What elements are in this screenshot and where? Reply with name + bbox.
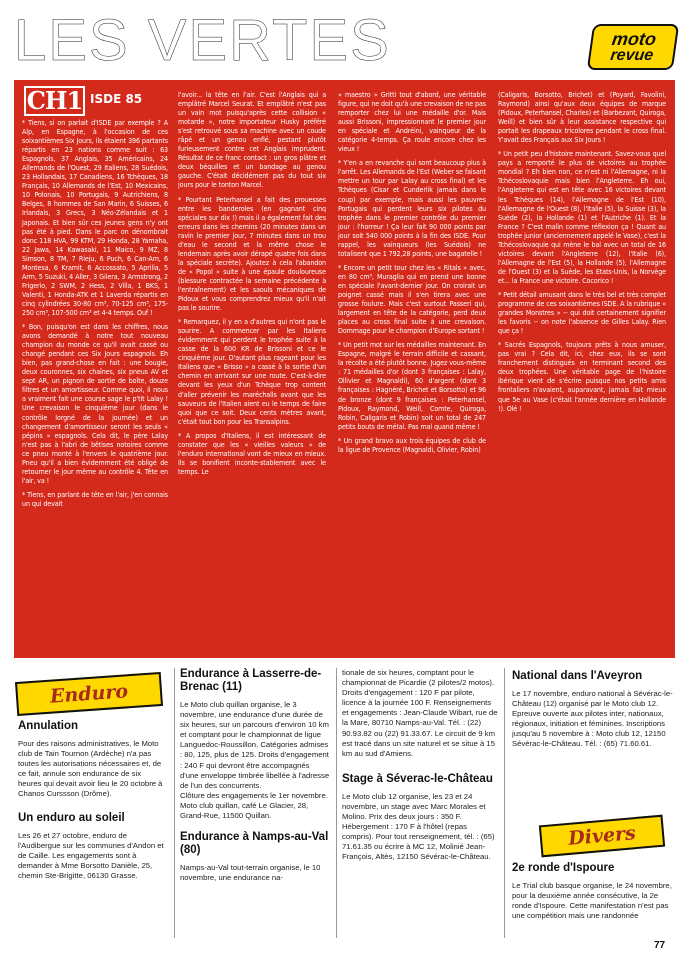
aveyron-text: Le 17 novembre, enduro national à Sévérac-le-Château (12) organisé par le Moto club 12. Epreuve ouverte aux pilotes inter, nationaux, régionaux, initiation et féminines. Inscriptions jusqu'au 5 novembre à : Moto club 12, 12150 Sévérac-le-Château. Tél. : (65) 71.60.61.: [512, 689, 673, 749]
lasserre-text: Le Moto club quillan organise, le 3 novembre, une endurance d'une durée de six heures, sur un parcours d'environ 10 km et comptant pour le championnat de ligue Languedoc-Roussillon. Catégories admises : 80, 125, plus de 125. Droits d'engagement : 240 F qui devront être accompagnés d'une enveloppe timbrée libellée à l'adresse de l'un des concurrents.: [180, 700, 330, 790]
namps-title: Endurance à Namps-au-Val (80): [180, 831, 329, 857]
feature-paragraph: * Tiens, si on parlait d'ISDE par exemple ? A Alp, en Espagne, à l'occasion de ces soixantièmes Six Jours, ils étaient 396 partants répartis en 23 nations comme suit : 63 Espagnols, 37 Anglais, 35 Américains, 24 Allemands de l'Ouest, 29 Italiens, 28 Suédois, 23 Hollandais, 17 Canadiens, 16 Tchèques, 18 Français, 10 Allemands de l'Est, 10 Mexicains, 10 Polonais, 10 Portugais, 9 Autrichiens, 8 Belges, 8 hommes de San Marin, 6 Suisses, 6 Irlandais, 3 Grecs, 3 Néo-Zélandais et 1 Japonais. Et bien sûr ces jeunes gens n'y ont pas été à pied. Dans le parc on dénombrait donc 118 HVA, 99 KTM, 29 Honda, 28 Yamaha, 22 Jawa, 14 Kawasaki, 11 Maico, 9 MZ, 8 Simson, 8 TM, 7 Rieju, 6 Puch, 6 Can-Am, 6 Montesa, 6 Kramit, 6 Accossato, 5 Aprilia, 5 Arm, 5 Suzuki, 4 Aller, 3 Gilera, 3 Armstrong, 2 Frigerio, 2 SWM, 2 Hess, 2 Villa, 1 BKS, 1 Valenti, 1 Honda-ATK et 1 Laverda répartis en cinq cylindrées 30-80 cm³, 70-125 cm³, 175-250 cm³, 107-500 cm³ et 4-4 temps. Ouf !: [22, 118, 168, 317]
enduro-column-4: [512, 670, 674, 750]
severac-text: Le Moto club 12 organise, les 23 et 24 novembre, un stage avec Marc Morales et Molino. Prix des deux jours : 350 F. Hébergement : 170 F à l'hôtel (repas compris). Pour tout renseignement, tél. : (65) 71.61.35 ou écrire à MC 12, Molinié Jean-François, Altès, 12150 Sévérac-le-Château.: [342, 791, 495, 862]
feature-column-2: [178, 90, 326, 481]
feature-paragraph: * Tiens, en parlant de tête en l'air, j'en connais un qui devait: [22, 489, 168, 508]
namps-text: Namps-au-Val tout-terrain organise, le 10 novembre, une endurance na-: [180, 863, 321, 883]
ispoure-title: 2e ronde d'Ispoure: [512, 862, 615, 874]
feature-paragraph: * Remarquez, il y en a d'autres qui n'ont pas le sourire. A commencer par les Italiens évidemment qui perdent le trophée suite à la casse de la 600 KR de Brissoni et ce le cinquième jour. D'autant plus rageant pour les Italiens que « Brisso » a cassé à la sortie d'un chemin en arrivant sur une route. C'est-à-dire devant les yeux d'un Tchèque trop content d'aller prévenir les maréchalls avant que les sauveurs de l'Italien aient eu le temps de faire quoi que ce soit. Deux cents mètres avant, c'était tout bon pour les Transalpins.: [178, 317, 326, 426]
soleil-text: Les 26 et 27 octobre, enduro de l'Audibergue sur les communes d'Andon et de Caille. Les engagements sont à demander à Mme Borsotto Danièle, 25, chemin Ste-Brigitte, 06130 Grasse.: [18, 830, 164, 880]
logo-line-1: moto: [610, 28, 658, 49]
logo-line-2: revue: [609, 46, 655, 64]
enduro-section-tag: Enduro: [15, 672, 163, 716]
feature-column-3: [338, 90, 486, 459]
feature-paragraph: * Sacrés Espagnols, toujours prêts à nous amuser, pas vrai ? Cela dit, ici, chez eux, ils se sont franchement distingués en terminant second des deux trophées. Une véritable page de l'histoire ibérique vient de s'écrire puisque nos petits amis frontaliers n'avaient, auparavant, jamais fait mieux que 5e au Vase (c'était l'année dernière en Hollande !). Olé !: [498, 340, 666, 413]
feature-heading: ISDE 85: [90, 92, 143, 106]
enduro-column-1: [18, 720, 166, 881]
feature-column-1: [22, 118, 168, 513]
severac-title: Stage à Séverac-le-Château: [342, 772, 493, 785]
enduro-column-3: [342, 668, 498, 863]
feature-paragraph: (Caligaris, Borsotto, Brichet) et (Poyard, Favolini, Raymond) ainsi qu'aux deux équipes de marque (Pidoux, Peterhansel, Charles) et (Barbezant, Quiroga, Weill) et bien sûr à leur assistance respective qui portait les drapeaux tricolores pendant le cross final. Y'avait des Français aux Six Jours !: [498, 90, 666, 145]
enduro-column-2: [180, 668, 330, 883]
namps-text-continued: tionale de six heures, comptant pour le championnat de Picardie (2 pilotes/2 motos). Droits d'engagement : 120 F par pilote, licence à la journée 100 F. Renseignements et engagements : Jean-Claude Wibart, rue de la Mare, 80710 Namps-au-Val. Tél. : (22) 90.93.82 ou (22) 91.33.67. Le circuit de 9 km est tracé dans un site naturel et se situe à 15 km au sud d'Amiens.: [342, 668, 498, 758]
divers-column: [512, 862, 674, 921]
feature-paragraph: * Un grand bravo aux trois équipes de club de la ligue de Provence (Magnaldi, Olivier, Robin): [338, 435, 486, 454]
column-divider: [504, 668, 505, 938]
aveyron-title: National dans l'Aveyron: [512, 670, 643, 682]
feature-paragraph: * Petit détail amusant dans le très bel et très complet programme de ces soixantièmes ISDE. A la rubrique « grandes Monstres » -- qui doit certainement signifier les favoris -- on note l'absence de Gilles Lalay. Rien que ça !: [498, 289, 666, 336]
feature-paragraph: * Encore un petit tour chez les « Ritals » avec, en 80 cm³, Muraglia qui en prend une bonne en spéciale l'avant-dernier jour. On croirait un poignet cassé mais il s'en tirera avec une grosse foulure. Mais c'est surtout Passeri qui, largement en tête de la catégorie, perd deux places au cross final suite à une crevaison. Dommage pour le champion d'Europe sortant !: [338, 262, 486, 336]
feature-paragraph: * Un petit mot sur les médailles maintenant. En Espagne, malgré le terrain difficile et cassant, la récolte a été plutôt bonne. Jugez vous-même : 71 médailles d'or (dont 3 françaises : Lalay, Ollivier et Magnaldi), 60 d'argent (dont 3 françaises : Hagnéré, Brichet et Borsotto) et 96 de bronze (dont 9 françaises : Peterhansel, Pidoux, Raymond, Weill, Comte, Quiroga, Robin, Caligaris et Robin) soit un total de 247 petits bouts de métal. Pas mal quand même !: [338, 340, 486, 431]
lasserre-title: Endurance à Lasserre-de-Brenac (11): [180, 668, 322, 693]
moto-revue-logo: [587, 24, 679, 70]
ispoure-text: Le Trial club basque organise, le 24 novembre, pour la deuxième année consécutive, la 2e ronde d'Ispoure. Cette manifestation n'est pas une compétition mais une randonnée: [512, 881, 672, 921]
lasserre-text-2: Clôture des engagements le 1er novembre.: [180, 790, 328, 800]
feature-paragraph: * Pourtant Peterhansel a fait des prouesses entre les banderoles (en gagnant cinq spéciales sur dix !) mais il a également fait des erreurs dans les chemins (20 minutes dans un ravin le premier jour, 7 minutes dans un trou d'eau le second et la même chose le lendemain après avoir dérapé quatre fois dans la spéciale secrète). Ajoutez à cela l'abandon de « Popol » suite à une épaule douloureuse (blessure contractée la semaine précédente à l'entraînement) et les saouls mécaniques de Pidoux et vous comprendrez mieux qu'il n'ait pas le sourire.: [178, 194, 326, 313]
feature-paragraph: « maestro » Gritti tout d'abord, une véritable figure, qui ne doit qu'à une crevaison de ne pas remporter chez lui une médaille d'or. Mais aussi Brissoni, impressionnant le premier jour en spéciale et Andréini, vainqueur de la catégorie 4-temps. Ça roule encore chez les vieux !: [338, 90, 486, 154]
feature-paragraph: l'avoir... la tête en l'air. C'est l'Anglais qui a emplâtré Marcel Seurat. Et emplâtré n'est pas un vain mot puisqu'après cette collision « motarde », notre importateur Husky préféré s'est retrouvé sous sa machine avec un coude râpé et un genou enflé, pestant plutôt furieusement contre cet Anglais imprudent. Résultat de ce franc contact : un gros plâtre et deux béquilles et un bandage au genou gauche. C'était décidément pas du tout six jours pour le tonton Marcel.: [178, 90, 326, 190]
feature-paragraph: * Bon, puisqu'on est dans les chiffres, nous avons demandé à notre tout nouveau champion du monde ce qu'il avait cassé ou changé pendant ces Six Jours espagnols. Eh bien, pas grand-chose en fait : une bougie, deux couronnes, six chaînes, six pneus AV et sept AR, un pignon de sortie de boîte, douze filtres et un amortisseur. Comme quoi, il nous a vraiment fait une course sage le p'tit Lalay ! Une crevaison le cinquième jour (dans le contrôle lorgné de la journée) et un changement d'amortisseur seront les seuls « pépins » espagnols. Cela dit, le père Lalay n'est pas à l'abri de bêtises notoires comme ce pneu monté à l'envers le quatrième jour. Pneu qu'il a bien évidemment été obligé de retourner le jour même au contrôle 4. Tête en l'air, va !: [22, 322, 168, 485]
page-number: 77: [654, 940, 666, 951]
annulation-title: Annulation: [18, 720, 79, 732]
feature-tag: CH1: [24, 86, 85, 116]
column-divider: [174, 668, 175, 938]
lasserre-text-3: Moto club quillan, café Le Glacier, 28, Grand-Rue, 11500 Quillan.: [180, 800, 309, 821]
divers-section-tag: Divers: [539, 815, 665, 858]
soleil-title: Un enduro au soleil: [18, 811, 125, 824]
annulation-text: Pour des raisons administratives, le Moto club de Tain Tournon (Ardèche) n'a pas toutes les autorisations nécessaires et, de ce fait, annule son endurance de six heures qui devait avoir lieu le 20 octobre à Chanos Curssson (Drôme).: [18, 739, 163, 799]
page-title: LES VERTES: [14, 8, 391, 73]
feature-paragraph: * Y'en a en revanche qui sont beaucoup plus à l'arrêt. Les Allemands de l'Est (Weber se faisant mettre un tour par Lalay au cross final) et les Tchèques (Cisar et Cunderlik jamais dans le coup) par exemple, mais aussi les pauvres Portugais qui perdent leurs six pilotes du trophée dans le premier contrôle du premier jour : l'horreur ! Ça leur fait 90 000 points par jour soit 540 000 points à la fin des ISDE. Pour rappel, les vainqueurs (les Suédois) ne totalisent que 1 792,28 points, une bagatelle !: [338, 158, 486, 258]
feature-column-4: [498, 90, 666, 418]
column-divider: [336, 668, 337, 938]
feature-paragraph: * Un petit peu d'histoire maintenant. Savez-vous quel pays a remporté le plus de victoires au trophée mondial ? Eh bien non, ce n'est ni l'Allemagne, ni la Tchécoslovaquie mais bien l'Angleterre. Eh oui, l'Angleterre qui est en tête avec 16 victoires devant les Tchèques (14), l'Allemagne de l'Est (10), l'Allemagne de l'Ouest (8), l'Italie (5), la Suisse (3), la Suède (2), la Hollande (1) et l'Autriche (1). Et la France ? C'est malin comme réflexion ça ! Quant au trophée junior (anciennement appelé le Vase), c'est la Tchécoslovaquie qui mène le bal avec un total de 16 victoires devant l'Angleterre (12), l'Italie (6), l'Allemagne de l'Est (5), la Hollande (5), l'Allemagne de l'Ouest (3) et la Suède, les Etats-Unis, la Norvège et... la France une victoire. Cocorico !: [498, 149, 666, 285]
feature-paragraph: * A propos d'Italiens, il est intéressant de constater que les « vieilles valeurs » de l'enduro international vont de mieux en mieux. Ils se bonifient inconte-stablement avec le temps. Le: [178, 430, 326, 476]
